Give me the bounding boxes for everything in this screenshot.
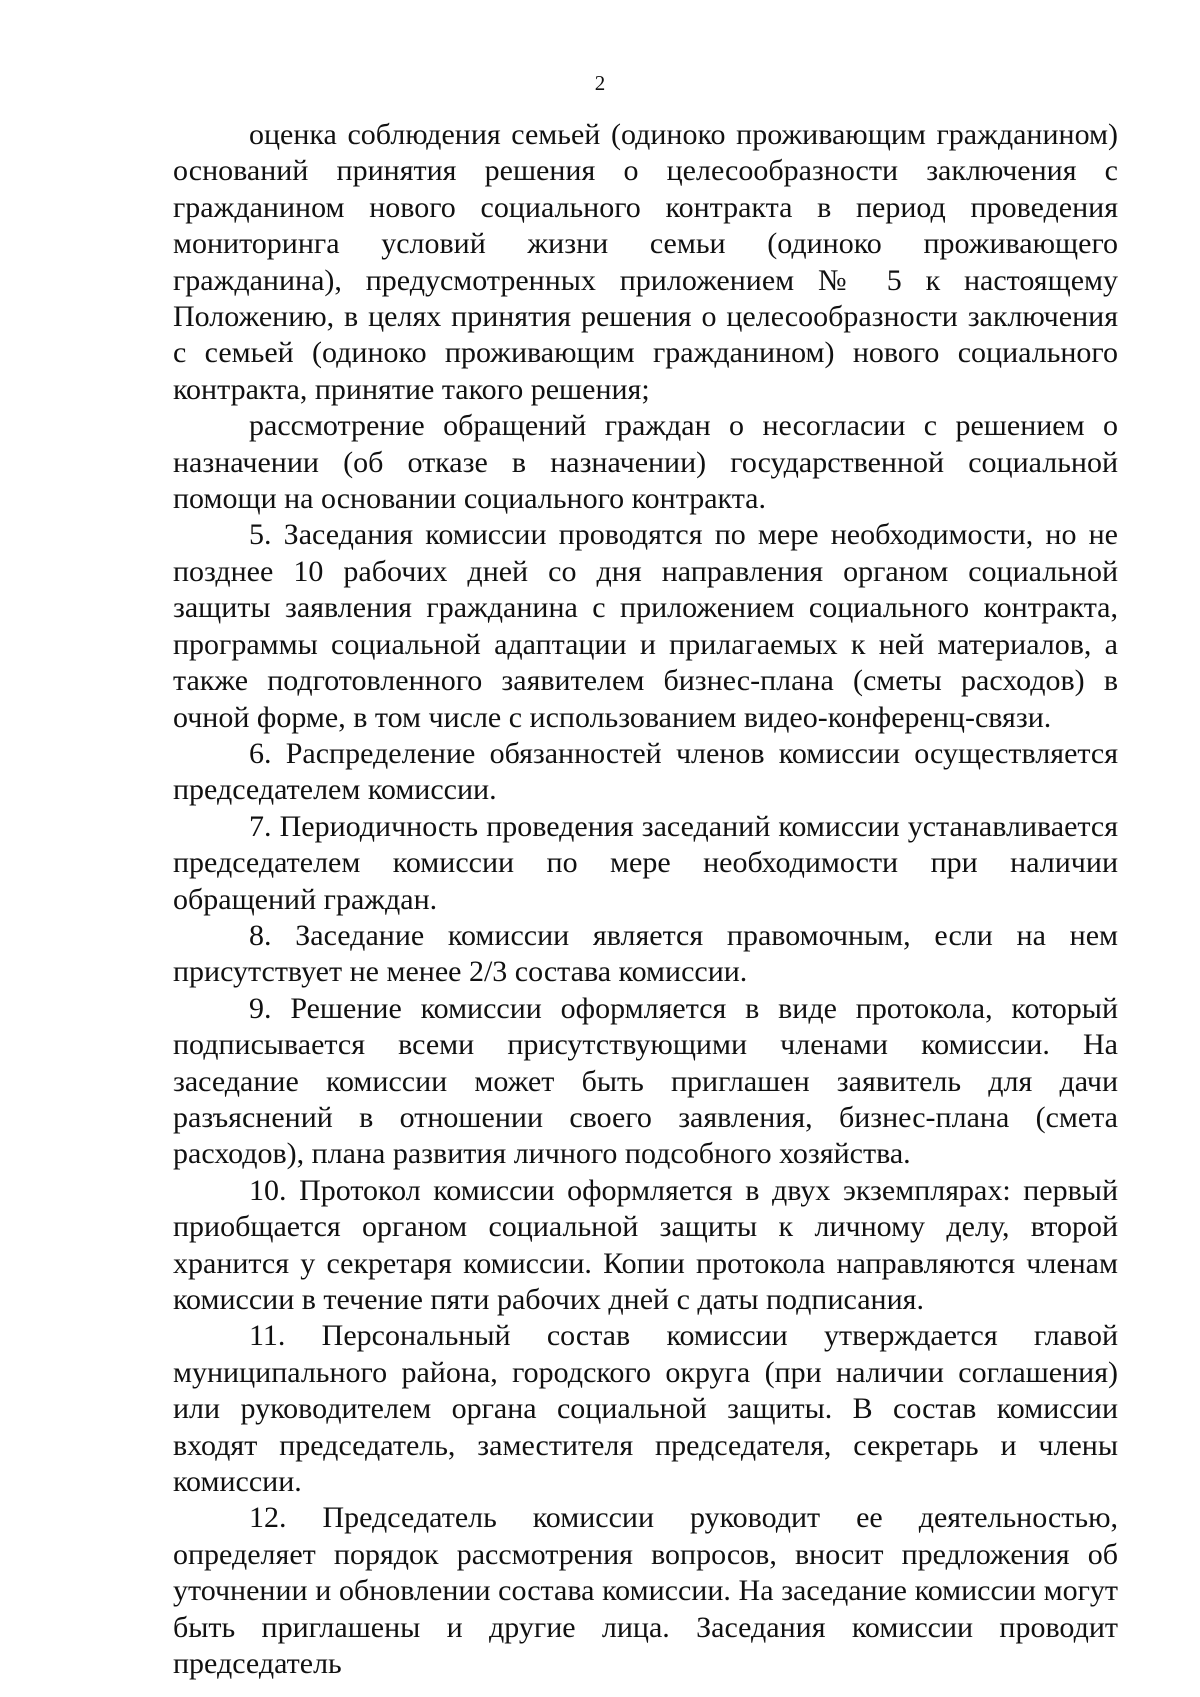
paragraph-item-8: 8. Заседание комиссии является правомочным, если на нем присутствует не менее 2/3 состава комиссии.: [173, 918, 1118, 989]
paragraph-item-12: 12. Председатель комиссии руководит ее деятельностью, определяет порядок рассмотрения вопросов, вносит предложения об уточнении и обновлении состава комиссии. На заседание комиссии могут быть приглашены и другие лица. Заседания комиссии проводит председатель: [173, 1501, 1118, 1681]
document-body: [173, 117, 1118, 1682]
paragraph-item-11: 11. Персональный состав комиссии утверждается главой муниципального района, городского округа (при наличии соглашения) или руководителем органа социальной защиты. В состав комиссии входят председатель, заместителя председателя, секретарь и члены комиссии.: [173, 1319, 1118, 1499]
paragraph-item-6: 6. Распределение обязанностей членов комиссии осуществляется председателем комиссии.: [173, 736, 1118, 807]
paragraph-assessment-clause: оценка соблюдения семьей (одиноко проживающим гражданином) оснований принятия решения о целесообразности заключения с гражданином нового социального контракта в период проведения мониторинга условий жизни семьи (одиноко проживающего гражданина), предусмотренных приложением № 5 к настоящему Положению, в целях принятия решения о целесообразности заключения с семьей (одиноко проживающим гражданином) нового социального контракта, принятие такого решения;: [173, 118, 1118, 406]
paragraph-appeals-clause: рассмотрение обращений граждан о несогласии с решением о назначении (об отказе в назначении) государственной социальной помощи на основании социального контракта.: [173, 409, 1118, 516]
page-number: 2: [594, 71, 606, 95]
paragraph-item-5: 5. Заседания комиссии проводятся по мере необходимости, но не позднее 10 рабочих дней со дня направления органом социальной защиты заявления гражданина с приложением социального контракта, программы социальной адаптации и прилагаемых к ней материалов, а также подготовленного заявителем бизнес-плана (сметы расходов) в очной форме, в том числе с использованием видео-конференц-связи.: [173, 518, 1118, 734]
paragraph-item-10: 10. Протокол комиссии оформляется в двух экземплярах: первый приобщается органом социальной защиты к личному делу, второй хранится у секретаря комиссии. Копии протокола направляются членам комиссии в течение пяти рабочих дней с даты подписания.: [173, 1173, 1118, 1316]
paragraph-item-9: 9. Решение комиссии оформляется в виде протокола, который подписывается всеми присутствующими членами комиссии. На заседание комиссии может быть приглашен заявитель для дачи разъяснений в отношении своего заявления, бизнес-плана (смета расходов), плана развития личного подсобного хозяйства.: [173, 991, 1118, 1171]
paragraph-item-7: 7. Периодичность проведения заседаний комиссии устанавливается председателем комиссии по мере необходимости при наличии обращений граждан.: [173, 809, 1118, 916]
